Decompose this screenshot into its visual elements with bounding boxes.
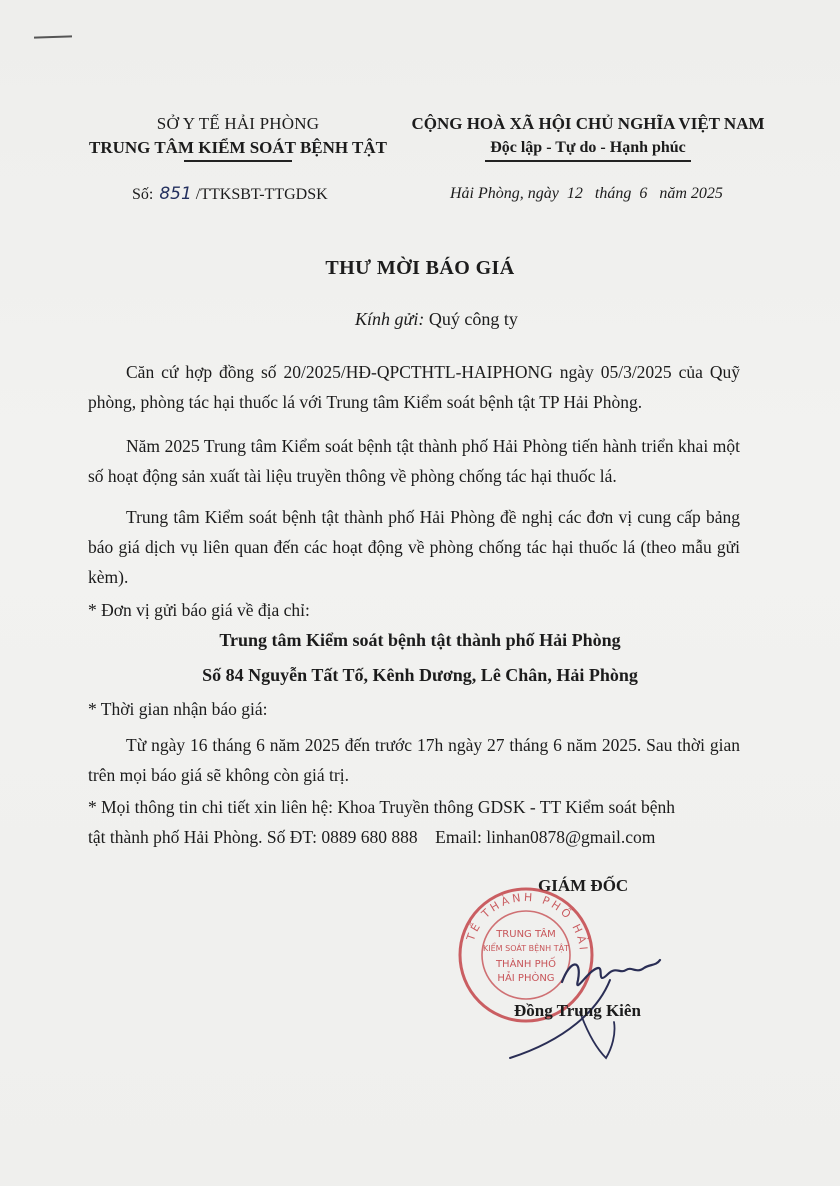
address-label: * Đơn vị gửi báo giá về địa chỉ: [88, 600, 310, 620]
document-date: Hải Phòng, ngày 12 tháng 6 năm 2025 [450, 185, 723, 202]
document-number-suffix: /TTKSBT-TTGDSK [195, 186, 328, 203]
signer-name: Đồng Trung Kiên [514, 1001, 641, 1020]
signer-title: GIÁM ĐỐC [538, 876, 629, 895]
scan-mark [34, 35, 72, 38]
time-label: * Thời gian nhận báo giá: [88, 699, 268, 719]
address-line-2: Số 84 Nguyễn Tất Tố, Kênh Dương, Lê Chân, Hải Phòng [202, 665, 638, 685]
document-number-handwritten: 851 [159, 184, 192, 204]
document-number-label: Số: [132, 186, 154, 203]
issuer-header [78, 112, 398, 162]
address-line-1: Trung tâm Kiểm soát bệnh tật thành phố Hải Phòng [219, 630, 621, 650]
contact-line-1: * Mọi thông tin chi tiết xin liên hệ: Khoa Truyền thông GDSK - TT Kiểm soát bệnh [88, 797, 676, 817]
paragraph-request: Trung tâm Kiểm soát bệnh tật thành phố Hải Phòng đề nghị các đơn vị cung cấp bảng báo giá dịch vụ liên quan đến các hoạt động về phòng chống tác hại thuốc lá (theo mẫu gửi kèm). [88, 507, 740, 587]
document-number [132, 184, 328, 204]
seal-line-4: HẢI PHÒNG [497, 973, 555, 984]
time-text: Từ ngày 16 tháng 6 năm 2025 đến trước 17h ngày 27 tháng 6 năm 2025. Sau thời gian trên mọi báo giá sẽ không còn giá trị. [88, 735, 740, 785]
seal-ring-text: TẾ THÀNH PHỐ HẢI [464, 890, 591, 954]
motto-underline [485, 160, 691, 162]
seal-line-1: TRUNG TÂM [496, 929, 556, 940]
national-motto: Độc lập - Tự do - Hạnh phúc [490, 139, 686, 156]
national-header [408, 112, 768, 162]
handwritten-signature [470, 930, 720, 1070]
national-name: CỘNG HOÀ XÃ HỘI CHỦ NGHĨA VIỆT NAM [411, 114, 765, 133]
recipient-label: Kính gửi: [355, 309, 425, 329]
seal-line-3: THÀNH PHỐ [495, 959, 557, 970]
contact-line-2: tật thành phố Hải Phòng. Số ĐT: 0889 680 888 Email: linhan0878@gmail.com [88, 827, 656, 847]
paragraph-activity: Năm 2025 Trung tâm Kiểm soát bệnh tật thành phố Hải Phòng tiến hành triển khai một số hoạt động sản xuất tài liệu truyền thông về phòng chống tác hại thuốc lá. [88, 436, 740, 486]
document-title: THƯ MỜI BÁO GIÁ [325, 257, 515, 279]
issuer-center: TRUNG TÂM KIỂM SOÁT BỆNH TẬT [88, 138, 388, 157]
issuer-underline [184, 160, 292, 162]
issuer-department: SỞ Y TẾ HẢI PHÒNG [156, 114, 320, 133]
recipient-value: Quý công ty [428, 309, 518, 329]
seal-line-2: KIỂM SOÁT BỆNH TẬT [483, 944, 569, 953]
recipient-line [355, 309, 518, 330]
paragraph-legal-basis: Căn cứ hợp đồng số 20/2025/HĐ-QPCTHTL-HAIPHONG ngày 05/3/2025 của Quỹ phòng, phòng tác hại thuốc lá với Trung tâm Kiểm soát bệnh tật TP Hải Phòng. [88, 362, 740, 412]
